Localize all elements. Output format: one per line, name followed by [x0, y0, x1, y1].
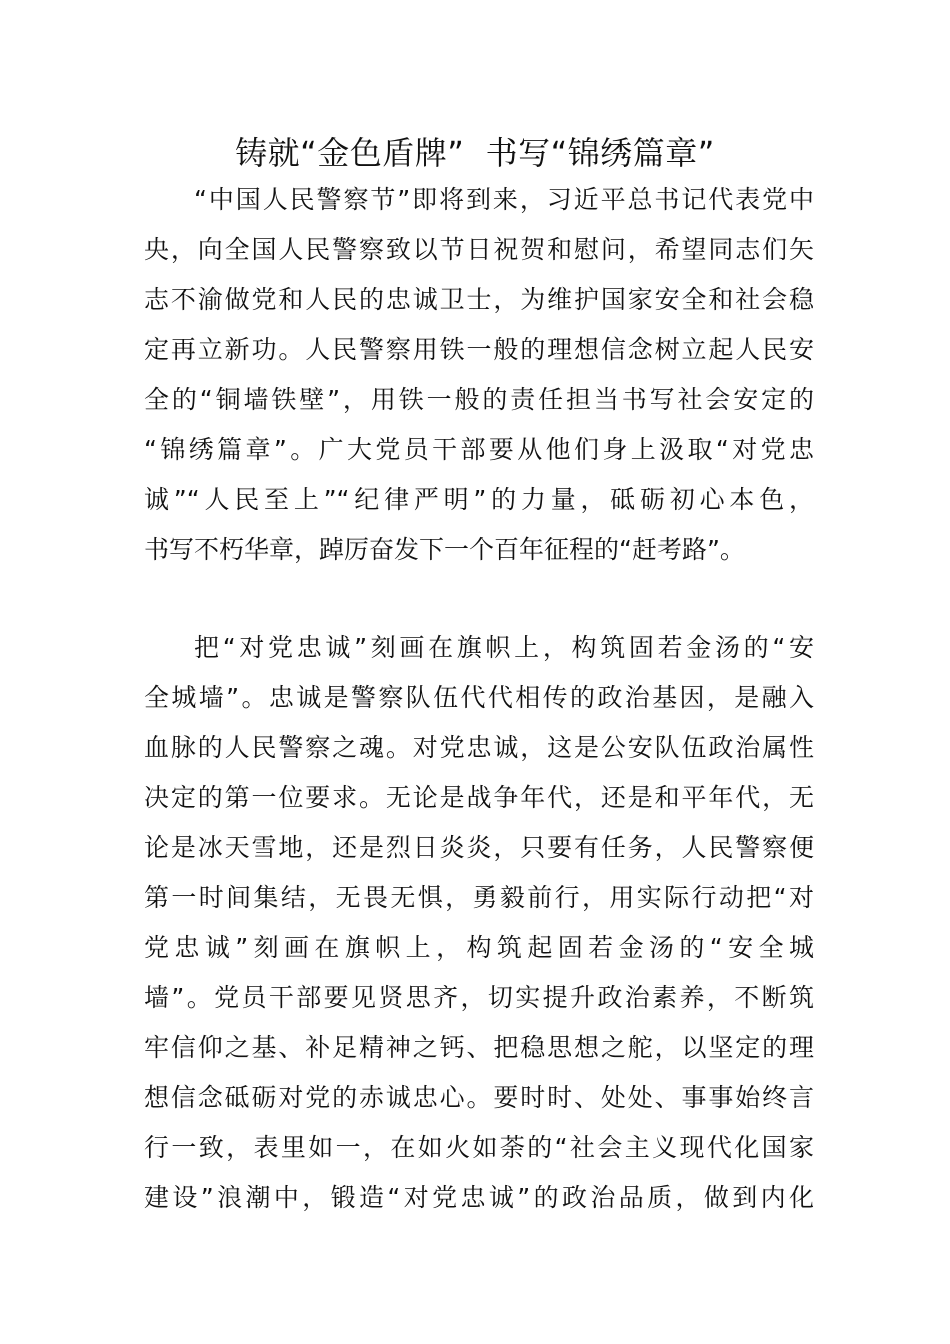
- text-line: 党忠诚”刻画在旗帜上，构筑起固若金汤的“安全城: [144, 933, 814, 962]
- text-line: 行一致，表里如一，在如火如荼的“社会主义现代化国家: [144, 1133, 814, 1162]
- text-line: 全的“铜墙铁壁”，用铁一般的责任担当书写社会安定的: [144, 385, 814, 414]
- text-line: 血脉的人民警察之魂。对党忠诚，这是公安队伍政治属性: [144, 733, 814, 762]
- paragraph-intro: [144, 175, 814, 575]
- text-line: 第一时间集结，无畏无惧，勇毅前行，用实际行动把“对: [144, 883, 814, 912]
- text-line: 建设”浪潮中，锻造“对党忠诚”的政治品质，做到内化: [144, 1183, 814, 1212]
- text-line: 决定的第一位要求。无论是战争年代，还是和平年代，无: [144, 783, 814, 812]
- text-line: 牢信仰之基、补足精神之钙、把稳思想之舵，以坚定的理: [144, 1033, 814, 1062]
- text-line: 诚”“人民至上”“纪律严明”的力量，砥砺初心本色，: [144, 485, 814, 514]
- document-title: 铸就“金色盾牌” 书写“锦绣篇章”: [235, 134, 715, 172]
- text-line: 论是冰天雪地，还是烈日炎炎，只要有任务，人民警察便: [144, 833, 814, 862]
- text-line: 央，向全国人民警察致以节日祝贺和慰问，希望同志们矢: [144, 235, 814, 264]
- text-line: “中国人民警察节”即将到来，习近平总书记代表党中: [194, 185, 814, 214]
- text-line: 志不渝做党和人民的忠诚卫士，为维护国家安全和社会稳: [144, 285, 814, 314]
- text-line: 书写不朽华章，踔厉奋发下一个百年征程的“赶考路”。: [144, 535, 745, 564]
- text-line: 把“对党忠诚”刻画在旗帜上，构筑固若金汤的“安: [194, 633, 814, 662]
- text-line: 想信念砥砺对党的赤诚忠心。要时时、处处、事事始终言: [144, 1083, 814, 1112]
- text-line: 全城墙”。忠诚是警察队伍代代相传的政治基因，是融入: [144, 683, 814, 712]
- text-line: “锦绣篇章”。广大党员干部要从他们身上汲取“对党忠: [144, 435, 814, 464]
- text-line: 定再立新功。人民警察用铁一般的理想信念树立起人民安: [144, 335, 814, 364]
- paragraph-loyalty: [144, 623, 814, 1223]
- text-line: 墙”。党员干部要见贤思齐，切实提升政治素养，不断筑: [144, 983, 814, 1012]
